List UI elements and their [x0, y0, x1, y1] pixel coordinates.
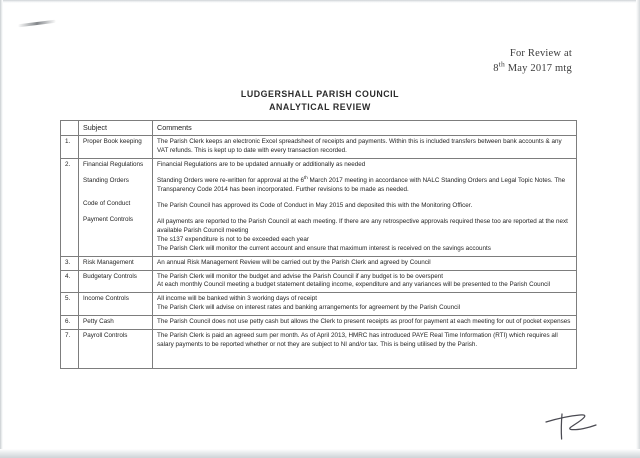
- row-comments: [153, 293, 577, 316]
- row-number: 3.: [61, 256, 79, 270]
- spacer: [83, 193, 149, 200]
- row-number: 6.: [61, 316, 79, 330]
- scan-edge-left: [0, 0, 3, 458]
- row-subject: Budgetary Controls: [79, 270, 153, 293]
- comment-standing-orders-part2: March 2017 meeting in accordance with NALC Standing Orders and Legal Topic Notes. The Transparency Code 2014 has been incorporated. Further revisions to be made as needed.: [157, 177, 566, 193]
- row-subject: Risk Management: [79, 256, 153, 270]
- comment-budgetary-controls-2: At each monthly Council meeting a budget statement detailing income, expenditure and any variances will be presented to the Parish Council: [157, 281, 551, 289]
- scan-edge-bottom: [0, 449, 640, 458]
- comment-code-of-conduct: The Parish Council has approved its Code of Conduct in May 2015 and deposited this with the Monitoring Officer.: [157, 201, 473, 209]
- row-subject: Income Controls: [79, 293, 153, 316]
- row-comments: An annual Risk Management Review will be carried out by the Parish Clerk and agreed by Council: [153, 256, 577, 270]
- comment-income-controls-2: The Parish Clerk will advise on interest rates and banking arrangements for agreement by the Parish Council: [157, 304, 461, 312]
- row-number: 5.: [61, 293, 79, 316]
- row-number: 4.: [61, 270, 79, 293]
- table-row: [61, 293, 577, 316]
- table-row: [61, 159, 577, 257]
- review-header-line2: [493, 61, 572, 76]
- meeting-day-ordinal: th: [498, 59, 505, 69]
- scan-artifact-mark: [18, 20, 56, 28]
- spacer: [157, 195, 573, 202]
- table-row: [61, 330, 577, 369]
- row-subject: Payroll Controls: [79, 330, 153, 369]
- page-title-line1: LUDGERSHALL PARISH COUNCIL: [240, 89, 400, 99]
- row-comments: [153, 159, 577, 257]
- comment-payment-controls-3: The Parish Clerk will monitor the current account and ensure that maximum interest is received on the savings accounts: [157, 244, 491, 252]
- row-subject: [79, 159, 153, 257]
- row-comments: The Parish Council does not use petty cash but allows the Clerk to present receipts as proof for payment at each meeting for out of pocket expenses: [153, 316, 577, 330]
- column-header-subject: Subject: [79, 121, 153, 136]
- spacer: [157, 211, 573, 218]
- comment-payment-controls-2: The s137 expenditure is not to be exceeded each year: [157, 235, 309, 243]
- meeting-day-number: 8: [493, 63, 499, 75]
- subject-financial-regulations: Financial Regulations: [83, 161, 144, 169]
- spacer: [83, 209, 149, 216]
- row-comments: The Parish Clerk is paid an agreed sum per month. As of April 2013, HMRC has introduced PAYE Real Time Information (RTI) which requires all salary payments to be reported whether or not they are subject to NI and/or tax. This is being utilised by the Parish.: [153, 330, 577, 369]
- table-header-row: [61, 121, 577, 136]
- review-header-line1: For Review at: [509, 48, 572, 59]
- row-subject: Proper Book keeping: [79, 136, 153, 159]
- column-header-number: [61, 121, 79, 136]
- table-row: [61, 316, 577, 330]
- subject-payment-controls: Payment Controls: [83, 215, 134, 223]
- column-header-comments: Comments: [153, 121, 577, 136]
- subject-standing-orders: Standing Orders: [83, 177, 129, 185]
- row-number: 7.: [61, 330, 79, 369]
- spacer: [83, 186, 149, 193]
- subject-code-of-conduct: Code of Conduct: [83, 199, 131, 207]
- page-title: [0, 88, 640, 114]
- table-row: [61, 256, 577, 270]
- comment-income-controls-1: All income will be banked within 3 working days of receipt: [157, 295, 317, 303]
- spacer: [157, 170, 573, 177]
- comment-standing-orders-part1: Standing Orders were re-written for approval at the 6: [157, 177, 304, 185]
- page-title-line2: ANALYTICAL REVIEW: [269, 102, 371, 113]
- comment-budgetary-controls-1: The Parish Clerk will monitor the budget and advise the Parish Council if any budget is to be overspent: [157, 272, 443, 280]
- row-comments: [153, 270, 577, 293]
- handwritten-signature-initials: [540, 408, 610, 448]
- scan-edge-top: [0, 0, 640, 3]
- table-row: [61, 270, 577, 293]
- row-subject: Petty Cash: [79, 316, 153, 330]
- review-header: [493, 46, 572, 76]
- row-comments: The Parish Clerk keeps an electronic Excel spreadsheet of receipts and payments. Within this is included transfers between bank accounts & any VAT refunds. This is kept up to date with every transaction recorded.: [153, 136, 577, 159]
- comment-standing-orders: [157, 174, 573, 195]
- analytical-review-table: [60, 120, 577, 369]
- comment-financial-regulations: Financial Regulations are to be updated annually or additionally as needed: [157, 161, 366, 169]
- scan-edge-right: [636, 0, 640, 458]
- comment-payment-controls-1: All payments are reported to the Parish Council at each meeting. If there are any retrospective approvals required these too are reported at the next available Parish Council meeting: [157, 217, 568, 234]
- row-number: 2.: [61, 159, 79, 257]
- meeting-day-ordinal: th: [304, 174, 308, 180]
- table-row: [61, 136, 577, 159]
- meeting-date-text: May 2017 mtg: [504, 63, 572, 75]
- row-number: 1.: [61, 136, 79, 159]
- spacer: [83, 170, 149, 177]
